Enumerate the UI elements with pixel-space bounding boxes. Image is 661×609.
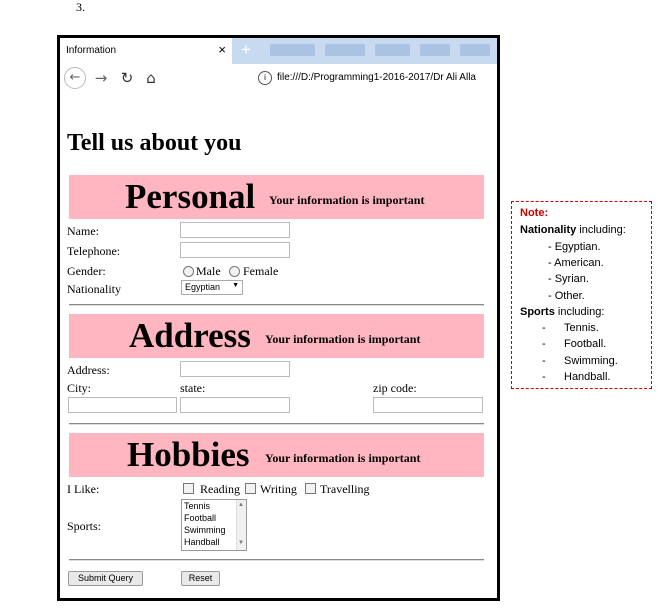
sports-option[interactable]: Tennis — [184, 501, 211, 511]
note-nationality-item: - American. — [548, 257, 604, 269]
new-tab-icon[interactable]: + — [241, 40, 251, 59]
gender-label: Gender: — [67, 264, 106, 278]
scrollbar[interactable] — [236, 500, 246, 550]
city-label: City: — [67, 381, 92, 395]
reset-button[interactable]: Reset — [181, 571, 220, 586]
gender-female-radio[interactable] — [229, 266, 240, 277]
tab-information[interactable] — [60, 38, 232, 64]
note-sports-item: Handball. — [564, 371, 611, 383]
divider — [69, 304, 484, 306]
nav-bar — [60, 64, 497, 92]
address-heading: Address — [129, 316, 251, 355]
gender-male-label: Male — [196, 264, 221, 278]
note-bullet: - — [542, 371, 546, 383]
telephone-label: Telephone: — [67, 244, 121, 258]
background-tab[interactable] — [270, 44, 315, 56]
page-content — [60, 92, 497, 598]
note-bullet: - — [542, 322, 546, 334]
background-tab[interactable] — [325, 44, 365, 56]
zip-input[interactable] — [373, 397, 483, 413]
sports-listbox[interactable] — [181, 499, 247, 551]
reload-icon[interactable]: ↻ — [120, 69, 134, 87]
chevron-down-icon[interactable]: ▼ — [238, 540, 244, 546]
reading-label: Reading — [200, 482, 240, 496]
state-label: state: — [180, 381, 206, 395]
submit-button[interactable]: Submit Query — [68, 571, 143, 586]
background-tab[interactable] — [460, 44, 490, 56]
note-sports-item: Tennis. — [564, 322, 599, 334]
hobbies-section-header — [69, 433, 484, 477]
note-bullet: - — [542, 338, 546, 350]
note-sports-heading: Sports — [520, 306, 555, 318]
note-nationality-line — [520, 224, 626, 236]
note-nationality-item: - Other. — [548, 290, 585, 302]
nationality-select[interactable] — [181, 280, 243, 295]
home-icon[interactable]: ⌂ — [146, 69, 156, 87]
address-subheading: Your information is important — [265, 332, 421, 346]
nationality-label: Nationality — [67, 282, 121, 296]
sports-label: Sports: — [67, 519, 102, 533]
personal-subheading: Your information is important — [269, 193, 425, 207]
sports-option[interactable]: Swimming — [184, 525, 226, 535]
background-tab[interactable] — [420, 44, 450, 56]
reading-checkbox[interactable] — [183, 483, 194, 494]
note-sports-line — [520, 306, 604, 318]
travelling-label: Travelling — [320, 482, 370, 496]
address-bar[interactable] — [250, 68, 497, 88]
page-title: Tell us about you — [67, 130, 242, 156]
divider — [69, 423, 484, 425]
divider — [69, 559, 484, 561]
address-section-header — [69, 314, 484, 358]
note-nationality-item: - Egyptian. — [548, 241, 601, 253]
hobbies-subheading: Your information is important — [265, 451, 421, 465]
question-number: 3. — [76, 0, 85, 14]
url-text: file:///D:/Programming1-2016-2017/Dr Ali Alla — [277, 72, 476, 83]
hobbies-heading: Hobbies — [127, 435, 250, 474]
note-nationality-heading: Nationality — [520, 224, 577, 236]
name-input[interactable] — [180, 222, 290, 238]
personal-section-header — [69, 175, 484, 219]
writing-checkbox[interactable] — [245, 483, 256, 494]
personal-heading: Personal — [125, 177, 256, 216]
sports-option[interactable]: Handball — [184, 537, 220, 547]
note-sports-item: Swimming. — [564, 355, 618, 367]
note-bullet: - — [542, 355, 546, 367]
note-sports-item: Football. — [564, 338, 607, 350]
gender-male-radio[interactable] — [183, 266, 194, 277]
sports-option[interactable]: Football — [184, 513, 217, 523]
travelling-checkbox[interactable] — [305, 483, 316, 494]
i-like-label: I Like: — [67, 482, 100, 496]
address-label: Address: — [67, 363, 110, 377]
state-input[interactable] — [180, 397, 290, 413]
nationality-selected: Egyptian — [185, 282, 221, 292]
browser-window — [57, 35, 500, 601]
city-input[interactable] — [68, 397, 177, 413]
chevron-up-icon[interactable]: ▲ — [238, 502, 244, 508]
gender-female-label: Female — [243, 264, 279, 278]
note-box — [511, 201, 652, 389]
tab-bar — [60, 38, 497, 64]
forward-arrow-icon[interactable]: → — [94, 69, 108, 87]
note-nationality-suffix: including: — [576, 224, 626, 236]
note-nationality-item: - Syrian. — [548, 273, 589, 285]
telephone-input[interactable] — [180, 242, 290, 258]
chevron-down-icon: ▼ — [232, 282, 239, 289]
note-title: Note: — [520, 207, 549, 219]
close-icon[interactable]: × — [218, 42, 226, 57]
info-icon[interactable]: i — [258, 71, 272, 85]
address-input[interactable] — [180, 361, 290, 377]
name-label: Name: — [67, 224, 99, 238]
back-arrow-icon[interactable]: ← — [64, 67, 86, 89]
writing-label: Writing — [260, 482, 297, 496]
note-sports-suffix: including: — [554, 306, 605, 318]
tab-title: Information — [66, 45, 117, 56]
zip-label: zip code: — [373, 381, 417, 395]
background-tab[interactable] — [375, 44, 410, 56]
